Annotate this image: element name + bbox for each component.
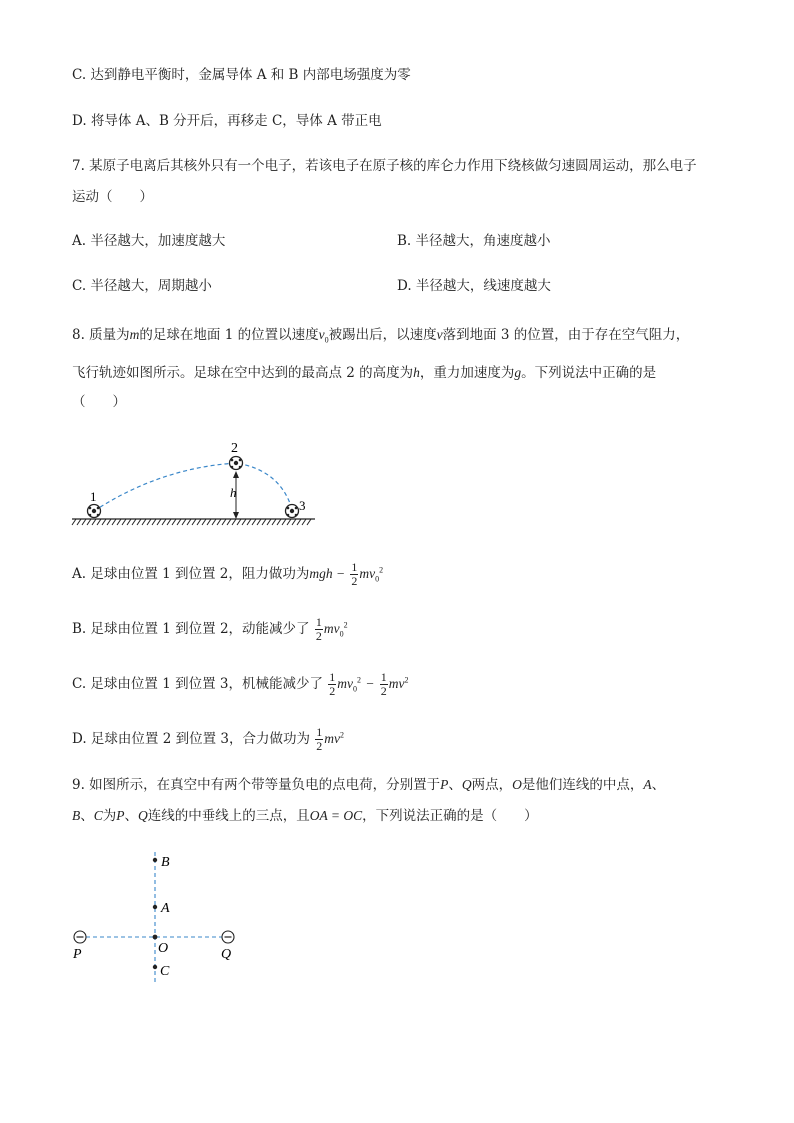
label-1: 1 xyxy=(90,489,97,504)
oa-equals-oc: OA = OC xyxy=(309,808,363,823)
c-symbol: C xyxy=(93,808,103,823)
q7-option-a: A. 半径越大，加速度越大 xyxy=(72,233,226,249)
q-symbol: Q xyxy=(138,808,148,823)
v-symbol: v xyxy=(436,327,443,342)
height-arrow-up xyxy=(233,471,239,478)
q9-stem-part: 、 xyxy=(80,808,94,824)
o-symbol: O xyxy=(512,777,522,792)
q9-stem-part: 连线的中垂线上的三点，且 xyxy=(147,808,310,824)
q8-stem-line1 xyxy=(72,326,689,350)
ball-1-icon xyxy=(88,505,101,518)
label-a: A xyxy=(161,901,170,916)
option-text: B. 足球由位置 1 到位置 2，动能减少了 xyxy=(72,621,310,637)
ball-2-icon xyxy=(230,457,243,470)
q9-stem-part: 、 xyxy=(651,777,666,793)
negative-charge-q-icon xyxy=(222,931,234,943)
trajectory-path xyxy=(94,463,292,511)
q6-option-c: C. 达到静电平衡时，金属导体 A 和 B 内部电场强度为零 xyxy=(72,67,411,83)
q7-option-d: D. 半径越大，线速度越大 xyxy=(397,278,551,294)
p-symbol: P xyxy=(116,808,125,823)
q9-stem-part: 是他们连线的中点， xyxy=(521,777,644,793)
label-c: C xyxy=(160,964,170,979)
q8-option-a xyxy=(72,561,383,589)
label-b: B xyxy=(161,855,170,870)
q8-stem-part: 8. 质量为 xyxy=(72,327,130,343)
mass-symbol: m xyxy=(129,327,140,342)
height-arrow-down xyxy=(233,512,239,519)
label-h: h xyxy=(230,485,237,500)
ball-3-icon xyxy=(286,505,299,518)
q8-trajectory-diagram xyxy=(70,438,320,530)
fraction-half: $\frac{1}{2}$ xyxy=(315,615,322,643)
minus-sign: − xyxy=(365,676,375,691)
q7-option-b: B. 半径越大，角速度越小 xyxy=(397,233,551,249)
q9-stem-part: 两点， xyxy=(471,777,513,793)
mv0-squared: $mv_0^2$ xyxy=(359,565,384,584)
ground-hatch xyxy=(72,519,311,525)
label-q: Q xyxy=(221,947,232,962)
mv-squared: $mv^2$ xyxy=(324,730,345,746)
q9-stem-line1 xyxy=(72,776,665,794)
mv0-squared: $mv_0^2$ xyxy=(323,620,348,639)
q8-stem-part: 的足球在地面 1 的位置以速度 xyxy=(139,327,319,343)
label-3: 3 xyxy=(299,498,306,513)
q9-stem-part: 、 xyxy=(448,777,462,793)
label-p: P xyxy=(73,947,82,962)
option-text: D. 足球由位置 2 到位置 3，合力做功为 xyxy=(72,731,310,747)
fraction-half: $\frac{1}{2}$ xyxy=(316,725,323,753)
q8-option-b xyxy=(72,616,348,644)
point-a xyxy=(153,905,157,909)
q8-option-c xyxy=(72,671,409,699)
q9-charges-diagram xyxy=(66,848,250,988)
q9-stem-part: ，下列说法正确的是（ ） xyxy=(362,808,538,824)
q9-stem-line2 xyxy=(72,807,538,825)
option-text: C. 足球由位置 1 到位置 3，机械能减少了 xyxy=(72,676,323,692)
q9-stem-part: 9. 如图所示，在真空中有两个带等量负电的点电荷，分别置于 xyxy=(72,777,441,793)
a-symbol: A xyxy=(643,777,652,792)
h-symbol: h xyxy=(413,365,420,380)
label-2: 2 xyxy=(231,441,238,456)
mgh-expr: mgh − xyxy=(309,566,346,581)
q6-option-d: D. 将导体 A、B 分开后，再移走 C，导体 A 带正电 xyxy=(72,113,382,129)
q8-stem-part: 飞行轨迹如图所示。足球在空中达到的最高点 2 的高度为 xyxy=(72,365,414,381)
q8-stem-part: ，重力加速度为 xyxy=(419,365,515,381)
b-symbol: B xyxy=(72,808,81,823)
v0-symbol: $v_0$ xyxy=(318,327,329,345)
q8-stem-part: 被踢出后，以速度 xyxy=(328,327,437,343)
q8-stem-line2 xyxy=(72,364,656,382)
point-b xyxy=(153,858,157,862)
point-o xyxy=(153,935,158,940)
q7-stem-line2: 运动（ ） xyxy=(72,189,153,205)
q8-stem-line3: （ ） xyxy=(72,394,126,410)
q9-stem-part: 、 xyxy=(124,808,139,824)
q9-stem-part: 为 xyxy=(102,808,117,824)
mv-squared: $mv^2$ xyxy=(388,675,409,691)
negative-charge-p-icon xyxy=(74,931,86,943)
q8-stem-part: 。下列说法中正确的是 xyxy=(521,365,657,381)
fraction-half: $\frac{1}{2}$ xyxy=(351,560,358,588)
q-symbol: Q xyxy=(461,777,472,792)
q7-stem-line1: 7. 某原子电离后其核外只有一个电子，若该电子在原子核的库仑力作用下绕核做匀速圆周运动，那么电子 xyxy=(72,158,697,174)
fraction-half: $\frac{1}{2}$ xyxy=(329,670,336,698)
p-symbol: P xyxy=(440,777,449,792)
q7-option-c: C. 半径越大，周期越小 xyxy=(72,278,212,294)
q8-stem-part: 落到地面 3 的位置，由于存在空气阻力， xyxy=(442,327,690,343)
q8-option-d xyxy=(72,726,344,753)
label-o: O xyxy=(158,941,169,956)
option-text: A. 足球由位置 1 到位置 2，阻力做功为 xyxy=(72,566,310,582)
point-c xyxy=(153,965,157,969)
g-symbol: g xyxy=(514,365,522,380)
mv0-squared: $mv_0^2$ xyxy=(337,675,362,694)
fraction-half: $\frac{1}{2}$ xyxy=(380,670,387,698)
